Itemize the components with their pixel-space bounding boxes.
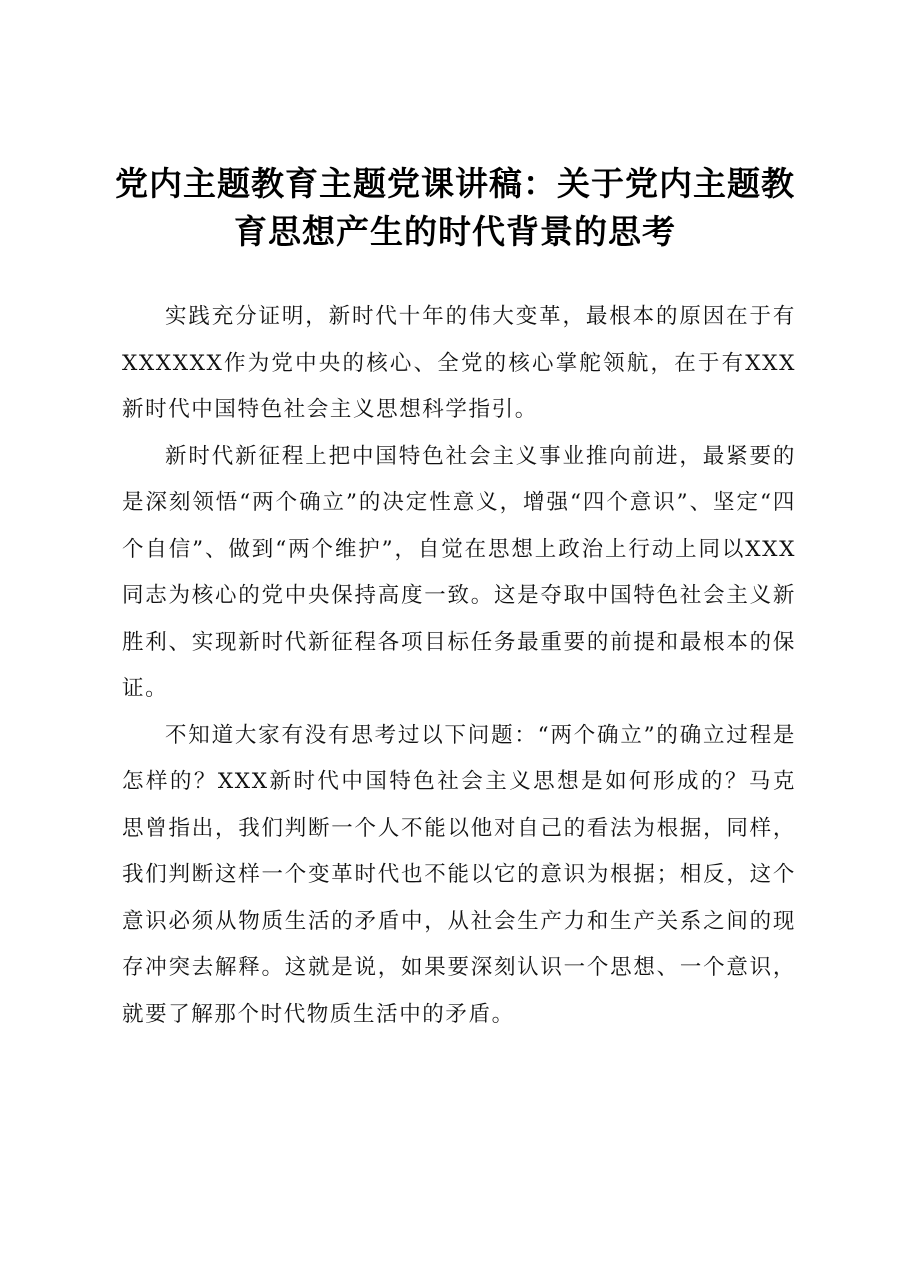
body-paragraph-2: 新时代新征程上把中国特色社会主义事业推向前进，最紧要的是深刻领悟“两个确立”的决定性意义，增强“四个意识”、坚定“四个自信”、做到“两个维护”，自觉在思想上政治上行动上同以XXX同志为核心的党中央保持高度一致。这是夺取中国特色社会主义新胜利、实现新时代新征程各项目标任务最重要的前提和最根本的保证。 <box>122 443 796 701</box>
body-paragraph-1: 实践充分证明，新时代十年的伟大变革，最根本的原因在于有XXXXXX作为党中央的核心、全党的核心掌舵领航，在于有XXX新时代中国特色社会主义思想科学指引。 <box>122 304 796 422</box>
document-body <box>122 294 796 1038</box>
body-paragraph-3: 不知道大家有没有思考过以下问题：“两个确立”的确立过程是怎样的？XXX新时代中国特色社会主义思想是如何形成的？马克思曾指出，我们判断一个人不能以他对自己的看法为根据，同样，我们判断这样一个变革时代也不能以它的意识为根据；相反，这个意识必须从物质生活的矛盾中，从社会生产力和生产关系之间的现存冲突去解释。这就是说，如果要深刻认识一个思想、一个意识，就要了解那个时代物质生活中的矛盾。 <box>122 722 796 1027</box>
document-title: 党内主题教育主题党课讲稿：关于党内主题教育思想产生的时代背景的思考 <box>115 164 795 251</box>
